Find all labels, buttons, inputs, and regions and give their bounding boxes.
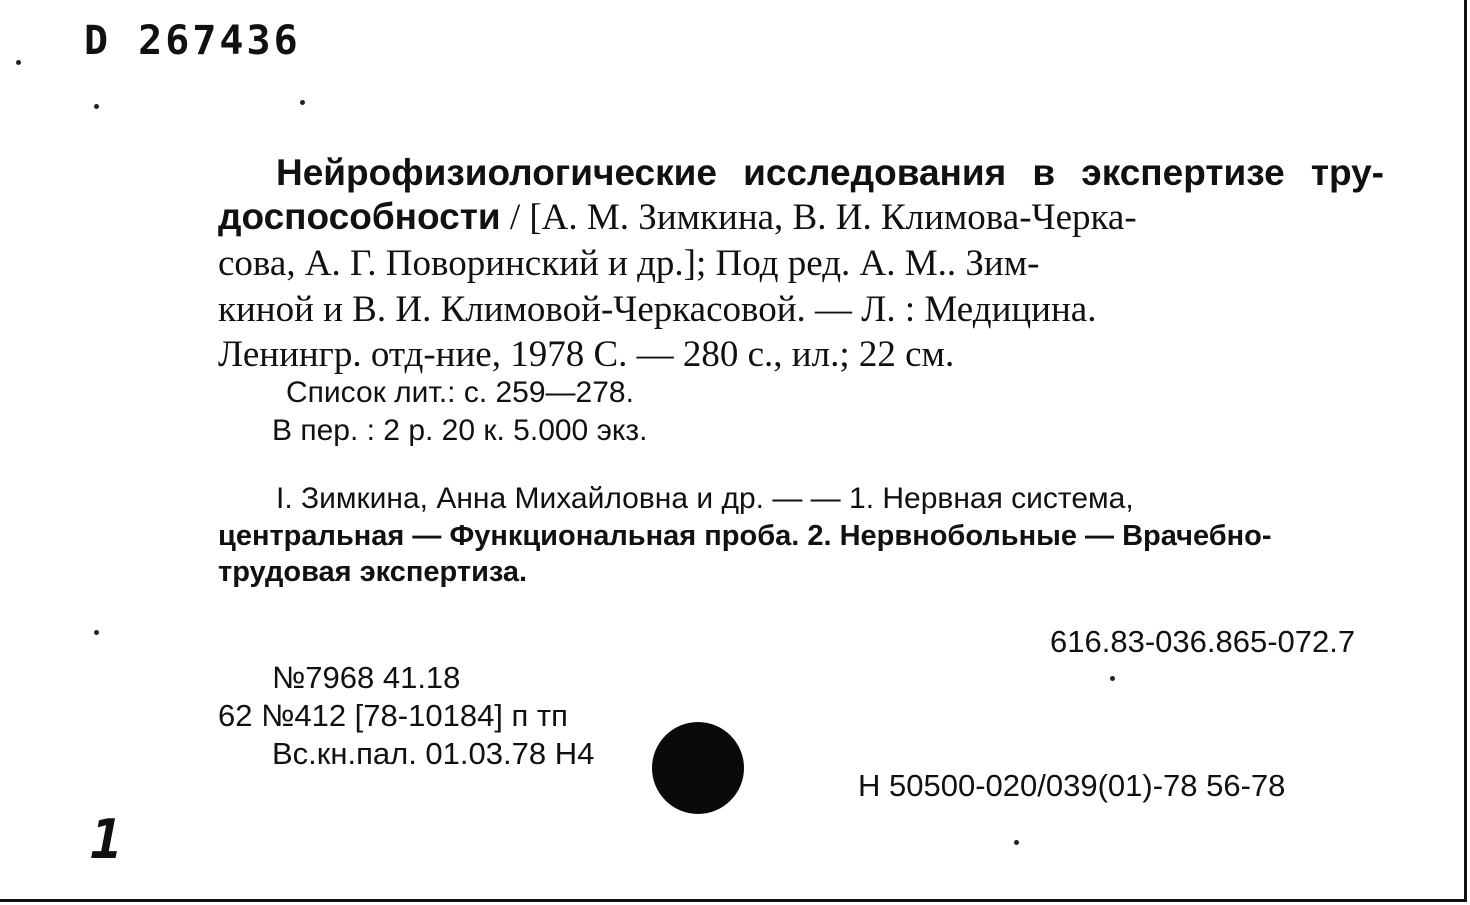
index-code: Н 50500-020/039(01)-78 56-78 [858, 768, 1286, 803]
speck [300, 100, 305, 105]
subject-line-3: трудовая экспертиза. [218, 556, 528, 588]
speck [1110, 676, 1115, 681]
punch-hole [652, 722, 744, 814]
title-bold-2: доспособности [218, 196, 501, 237]
title-line-5 [218, 333, 954, 376]
subject-line-1: I. Зимкина, Анна Михайловна и др. — — 1. Нервная система, [276, 482, 1134, 515]
title-bold-1: Нейрофизиологические исследования в экспертизе тру- [276, 152, 1384, 193]
accession-number: D 267436 [84, 18, 301, 64]
card-number: 1 [90, 808, 123, 871]
subject-line-2: центральная — Функциональная проба. 2. Нервнобольные — Врачебно- [218, 520, 1272, 552]
speck [16, 60, 21, 65]
order-line-1: №7968 41.18 [272, 660, 461, 695]
order-line-3: Вс.кн.пал. 01.03.78 Н4 [272, 736, 595, 771]
title-line-1 [276, 152, 1384, 195]
title-line-4 [218, 288, 1384, 331]
udc-code: 616.83-036.865-072.7 [1050, 624, 1356, 659]
title-plain-5: Ленингр. отд-ние, 1978 С. — 280 с., ил.; 22 см. [218, 334, 955, 375]
title-line-2 [218, 196, 1384, 239]
note-bibliography: Список лит.: с. 259—278. [286, 376, 634, 409]
title-plain-2: / [А. М. Зимкина, В. И. Климова-Черка- [500, 197, 1137, 238]
speck [94, 104, 99, 109]
note-binding-price: В пер. : 2 р. 20 к. 5.000 экз. [272, 414, 648, 447]
title-line-3 [218, 242, 1384, 285]
speck [94, 630, 99, 635]
title-plain-4: киной и В. И. Климовой-Черкасовой. — Л. : Медицина. [218, 289, 1097, 330]
order-line-2: 62 №412 [78-10184] п тп [218, 698, 568, 733]
title-plain-3: сова, А. Г. Поворинский и др.]; Под ред. А. М.. Зим- [218, 243, 1040, 284]
speck [1014, 840, 1019, 845]
